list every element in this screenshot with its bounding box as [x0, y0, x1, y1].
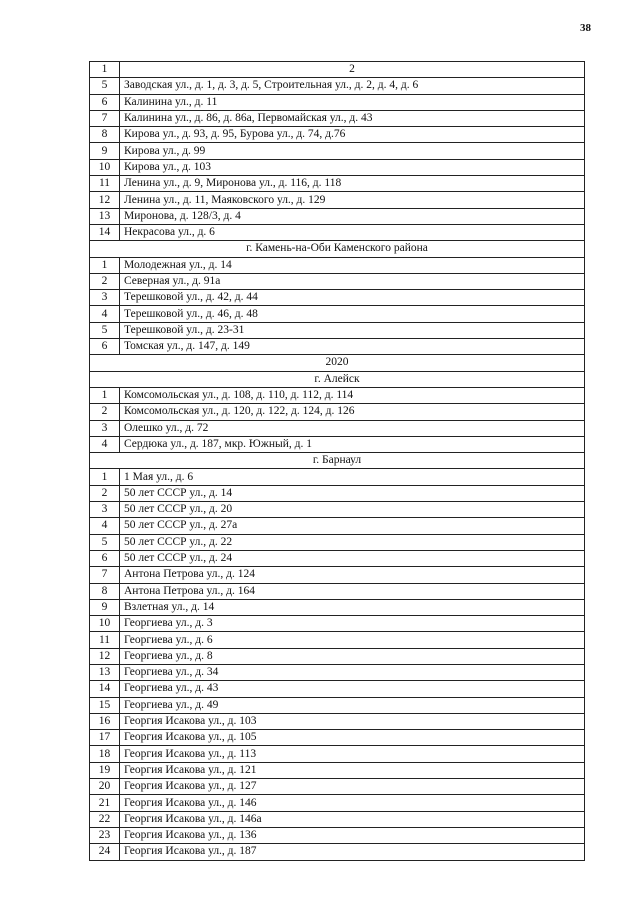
table-row — [90, 827, 585, 843]
row-number: 15 — [90, 697, 120, 713]
row-number: 5 — [90, 322, 120, 338]
table-row — [90, 420, 585, 436]
row-address: Георгия Исакова ул., д. 105 — [120, 730, 585, 746]
row-number: 23 — [90, 827, 120, 843]
row-number: 16 — [90, 713, 120, 729]
row-number: 12 — [90, 192, 120, 208]
table-row — [90, 632, 585, 648]
row-number: 4 — [90, 436, 120, 452]
row-address: Георгия Исакова ул., д. 136 — [120, 827, 585, 843]
table-row — [90, 436, 585, 452]
row-address: Комсомольская ул., д. 108, д. 110, д. 112, д. 114 — [120, 387, 585, 403]
row-number: 1 — [90, 257, 120, 273]
header-col-2: 2 — [120, 62, 585, 78]
row-address: Георгия Исакова ул., д. 187 — [120, 844, 585, 860]
row-number: 9 — [90, 143, 120, 159]
row-number: 14 — [90, 224, 120, 240]
row-address: Георгиева ул., д. 43 — [120, 681, 585, 697]
row-number: 7 — [90, 110, 120, 126]
row-number: 20 — [90, 779, 120, 795]
row-number: 17 — [90, 730, 120, 746]
row-address: Георгия Исакова ул., д. 103 — [120, 713, 585, 729]
table-row — [90, 746, 585, 762]
row-address: Терешковой ул., д. 46, д. 48 — [120, 306, 585, 322]
table-row — [90, 730, 585, 746]
table-row — [90, 811, 585, 827]
section-title: г. Камень-на-Оби Каменского района — [90, 241, 585, 257]
row-number: 11 — [90, 176, 120, 192]
row-address: Георгиева ул., д. 6 — [120, 632, 585, 648]
section-header-row — [90, 241, 585, 257]
row-number: 11 — [90, 632, 120, 648]
row-address: Кирова ул., д. 103 — [120, 159, 585, 175]
row-address: Ленина ул., д. 9, Миронова ул., д. 116, д. 118 — [120, 176, 585, 192]
row-address: Кирова ул., д. 93, д. 95, Бурова ул., д. 74, д.76 — [120, 127, 585, 143]
row-number: 3 — [90, 502, 120, 518]
table-row — [90, 583, 585, 599]
table-row — [90, 306, 585, 322]
row-number: 3 — [90, 420, 120, 436]
table-row — [90, 550, 585, 566]
row-address: Георгия Исакова ул., д. 146 — [120, 795, 585, 811]
section-title: г. Алейск — [90, 371, 585, 387]
row-number: 18 — [90, 746, 120, 762]
table-row — [90, 127, 585, 143]
row-number: 1 — [90, 469, 120, 485]
row-address: Антона Петрова ул., д. 124 — [120, 567, 585, 583]
row-number: 21 — [90, 795, 120, 811]
table-row — [90, 502, 585, 518]
table-row — [90, 779, 585, 795]
table-row — [90, 567, 585, 583]
row-address: Олешко ул., д. 72 — [120, 420, 585, 436]
row-number: 6 — [90, 94, 120, 110]
row-address: Георгия Исакова ул., д. 146а — [120, 811, 585, 827]
row-address: Терешковой ул., д. 42, д. 44 — [120, 290, 585, 306]
section-title: г. Барнаул — [90, 453, 585, 469]
section-header-row — [90, 371, 585, 387]
row-address: 50 лет СССР ул., д. 24 — [120, 550, 585, 566]
row-number: 2 — [90, 273, 120, 289]
row-address: Ленина ул., д. 11, Маяковского ул., д. 129 — [120, 192, 585, 208]
table-row — [90, 94, 585, 110]
table-body — [90, 62, 585, 861]
table-row — [90, 257, 585, 273]
row-address: 1 Мая ул., д. 6 — [120, 469, 585, 485]
row-address: Калинина ул., д. 86, д. 86а, Первомайская ул., д. 43 — [120, 110, 585, 126]
section-header-row — [90, 355, 585, 371]
row-number: 12 — [90, 648, 120, 664]
row-number: 3 — [90, 290, 120, 306]
row-address: Терешковой ул., д. 23-31 — [120, 322, 585, 338]
row-number: 10 — [90, 159, 120, 175]
table-row — [90, 664, 585, 680]
row-number: 10 — [90, 616, 120, 632]
table-row — [90, 290, 585, 306]
table-row — [90, 273, 585, 289]
header-col-1: 1 — [90, 62, 120, 78]
table-row — [90, 762, 585, 778]
row-number: 24 — [90, 844, 120, 860]
row-address: Заводская ул., д. 1, д. 3, д. 5, Строительная ул., д. 2, д. 4, д. 6 — [120, 78, 585, 94]
row-address: Антона Петрова ул., д. 164 — [120, 583, 585, 599]
row-address: Взлетная ул., д. 14 — [120, 599, 585, 615]
address-table — [89, 61, 585, 861]
table-row — [90, 681, 585, 697]
table-row — [90, 485, 585, 501]
row-address: Северная ул., д. 91а — [120, 273, 585, 289]
table-row — [90, 599, 585, 615]
table-row — [90, 844, 585, 860]
table-row — [90, 534, 585, 550]
row-number: 2 — [90, 404, 120, 420]
row-address: Георгиева ул., д. 49 — [120, 697, 585, 713]
table-header-row — [90, 62, 585, 78]
table-row — [90, 224, 585, 240]
row-number: 4 — [90, 518, 120, 534]
row-address: Сердюка ул., д. 187, мкр. Южный, д. 1 — [120, 436, 585, 452]
table-row — [90, 143, 585, 159]
row-address: Георгиева ул., д. 3 — [120, 616, 585, 632]
row-number: 2 — [90, 485, 120, 501]
table-row — [90, 518, 585, 534]
table-row — [90, 322, 585, 338]
table-row — [90, 78, 585, 94]
section-header-row — [90, 453, 585, 469]
table-row — [90, 387, 585, 403]
row-number: 14 — [90, 681, 120, 697]
table-row — [90, 176, 585, 192]
row-number: 19 — [90, 762, 120, 778]
row-number: 5 — [90, 534, 120, 550]
row-address: Георгиева ул., д. 34 — [120, 664, 585, 680]
row-number: 1 — [90, 387, 120, 403]
row-number: 9 — [90, 599, 120, 615]
table-row — [90, 795, 585, 811]
row-address: Комсомольская ул., д. 120, д. 122, д. 124, д. 126 — [120, 404, 585, 420]
table-row — [90, 469, 585, 485]
row-address: Томская ул., д. 147, д. 149 — [120, 339, 585, 355]
row-number: 13 — [90, 208, 120, 224]
row-address: Молодежная ул., д. 14 — [120, 257, 585, 273]
row-number: 5 — [90, 78, 120, 94]
row-address: 50 лет СССР ул., д. 27а — [120, 518, 585, 534]
table-row — [90, 648, 585, 664]
row-number: 6 — [90, 339, 120, 355]
row-number: 4 — [90, 306, 120, 322]
row-number: 8 — [90, 127, 120, 143]
row-address: Георгиева ул., д. 8 — [120, 648, 585, 664]
table-row — [90, 339, 585, 355]
table-row — [90, 616, 585, 632]
table-row — [90, 192, 585, 208]
row-address: Калинина ул., д. 11 — [120, 94, 585, 110]
row-address: 50 лет СССР ул., д. 20 — [120, 502, 585, 518]
table-row — [90, 159, 585, 175]
row-number: 13 — [90, 664, 120, 680]
table-row — [90, 713, 585, 729]
table-row — [90, 697, 585, 713]
row-number: 6 — [90, 550, 120, 566]
row-address: Георгия Исакова ул., д. 127 — [120, 779, 585, 795]
row-number: 7 — [90, 567, 120, 583]
row-address: Кирова ул., д. 99 — [120, 143, 585, 159]
table-row — [90, 208, 585, 224]
row-address: Георгия Исакова ул., д. 113 — [120, 746, 585, 762]
row-number: 22 — [90, 811, 120, 827]
page-number: 38 — [580, 22, 591, 34]
row-address: 50 лет СССР ул., д. 14 — [120, 485, 585, 501]
section-title: 2020 — [90, 355, 585, 371]
row-address: Миронова, д. 128/3, д. 4 — [120, 208, 585, 224]
table-row — [90, 110, 585, 126]
row-number: 8 — [90, 583, 120, 599]
row-address: Некрасова ул., д. 6 — [120, 224, 585, 240]
row-address: 50 лет СССР ул., д. 22 — [120, 534, 585, 550]
table-row — [90, 404, 585, 420]
row-address: Георгия Исакова ул., д. 121 — [120, 762, 585, 778]
